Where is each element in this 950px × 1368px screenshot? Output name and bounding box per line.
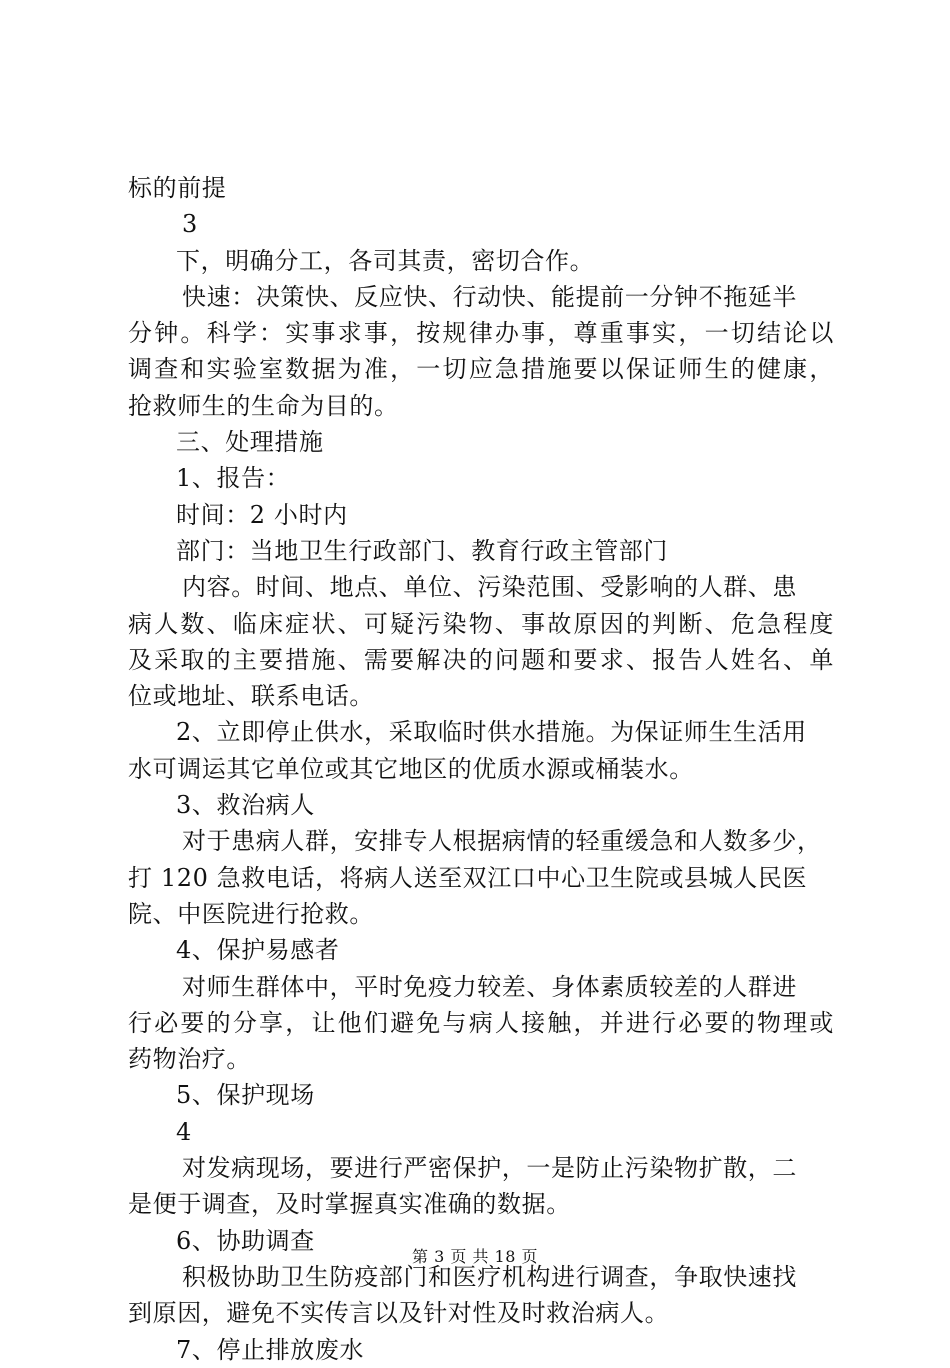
text-line: 水可调运其它单位或其它地区的优质水源或桶装水。: [128, 754, 694, 783]
document-body: [128, 170, 834, 1368]
subsection-heading: 3、救治病人: [176, 791, 315, 820]
subsection-heading: 5、保护现场: [176, 1081, 315, 1110]
text-line: 药物治疗。: [128, 1045, 251, 1074]
text-line: 对发病现场，要进行严密保护，一是防止污染物扩散，二: [182, 1154, 797, 1183]
text-line: 部门：当地卫生行政部门、教育行政主管部门: [176, 536, 668, 565]
text-line: 行必要的分享，让他们避免与病人接触，并进行必要的物理或: [128, 1008, 834, 1037]
text-line: 下，明确分工，各司其责，密切合作。: [176, 246, 595, 275]
subsection-heading: 1、报告：: [176, 464, 291, 493]
text-line: 时间：2 小时内: [176, 500, 348, 529]
text-line: 病人数、临床症状、可疑污染物、事故原因的判断、危急程度: [128, 609, 834, 638]
text-line: 内容。时间、地点、单位、污染范围、受影响的人群、患: [182, 573, 797, 602]
subsection-heading: 6、协助调查: [176, 1226, 315, 1255]
text-line: 快速：决策快、反应快、行动快、能提前一分钟不拖延半: [182, 282, 797, 311]
text-line: 到原因，避免不实传言以及针对性及时救治病人。: [128, 1299, 670, 1328]
page-number-marker: 4: [176, 1117, 192, 1146]
text-line: 位或地址、联系电话。: [128, 682, 374, 711]
text-line: 是便于调查，及时掌握真实准确的数据。: [128, 1190, 571, 1219]
text-line: 打 120 急救电话，将病人送至双江口中心卫生院或县城人民医: [128, 863, 808, 892]
text-line: 分钟。科学：实事求事，按规律办事，尊重事实，一切结论以: [128, 319, 834, 348]
page-footer: 第 3 页 共 18 页: [412, 1247, 538, 1266]
text-line: 院、中医院进行抢救。: [128, 899, 374, 928]
text-line: 积极协助卫生防疫部门和医疗机构进行调查，争取快速找: [182, 1262, 797, 1291]
text-line: 抢救师生的生命为目的。: [128, 391, 399, 420]
page-number-marker: 3: [182, 210, 198, 239]
text-line: 对于患病人群，安排专人根据病情的轻重缓急和人数多少，: [182, 827, 822, 856]
text-line: 调查和实验室数据为准，一切应急措施要以保证师生的健康，: [128, 355, 834, 384]
text-line: 及采取的主要措施、需要解决的问题和要求、报告人姓名、单: [128, 645, 834, 674]
text-line: 对师生群体中，平时免疫力较差、身体素质较差的人群进: [182, 972, 797, 1001]
subsection-heading: 2、立即停止供水，采取临时供水措施。为保证师生生活用: [176, 718, 807, 747]
subsection-heading: 7、停止排放废水: [176, 1335, 365, 1364]
text-line: 标的前提: [128, 174, 227, 202]
section-heading: 三、处理措施: [176, 428, 324, 457]
subsection-heading: 4、保护易感者: [176, 936, 340, 965]
